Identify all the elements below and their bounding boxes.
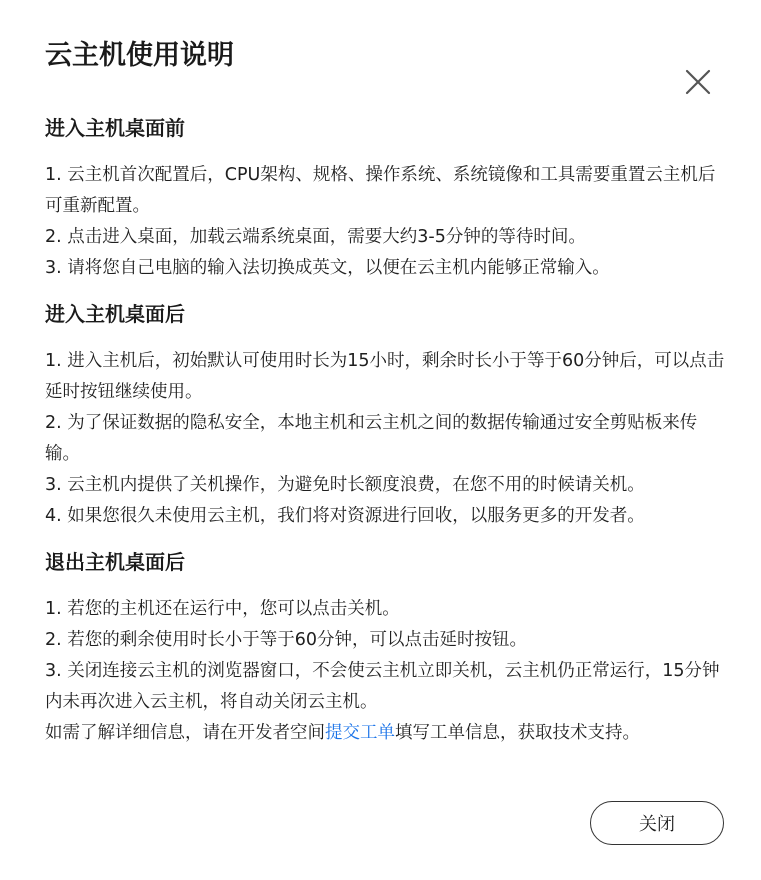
section-list: [45, 594, 725, 718]
list-item: 4. 如果您很久未使用云主机，我们将对资源进行回收，以服务更多的开发者。: [45, 506, 645, 526]
section-exit-desktop: [45, 544, 725, 749]
dialog-content: [45, 110, 725, 749]
dialog-title: 云主机使用说明: [45, 40, 234, 71]
list-item: 1. 进入主机后，初始默认可使用时长为15小时，剩余时长小于等于60分钟后，可以点击延时按钮继续使用。: [45, 351, 725, 402]
section-after-desktop: [45, 296, 725, 532]
support-note-suffix: 填写工单信息，获取技术支持。: [395, 723, 640, 743]
section-before-desktop: [45, 110, 725, 284]
close-icon-glyph: [685, 69, 711, 95]
list-item: 3. 云主机内提供了关机操作，为避免时长额度浪费，在您不用的时候请关机。: [45, 475, 645, 495]
list-item: 1. 云主机首次配置后，CPU架构、规格、操作系统、系统镜像和工具需要重置云主机后可重新配置。: [45, 165, 716, 216]
support-note-prefix: 如需了解详细信息，请在开发者空间: [45, 723, 325, 743]
list-item: 1. 若您的主机还在运行中，您可以点击关机。: [45, 599, 400, 619]
section-title: 退出主机桌面后: [45, 550, 185, 574]
section-list: [45, 160, 725, 284]
close-button[interactable]: 关闭: [590, 801, 724, 845]
section-list: [45, 346, 725, 532]
list-item: 2. 点击进入桌面，加载云端系统桌面，需要大约3-5分钟的等待时间。: [45, 227, 586, 247]
list-item: 3. 关闭连接云主机的浏览器窗口，不会使云主机立即关机，云主机仍正常运行，15分钟内未再次进入云主机，将自动关闭云主机。: [45, 661, 720, 712]
list-item: 3. 请将您自己电脑的输入法切换成英文，以便在云主机内能够正常输入。: [45, 258, 610, 278]
section-title: 进入主机桌面后: [45, 302, 185, 326]
list-item: 2. 为了保证数据的隐私安全，本地主机和云主机之间的数据传输通过安全剪贴板来传输。: [45, 413, 698, 464]
support-note: [45, 718, 725, 749]
submit-ticket-link[interactable]: 提交工单: [325, 723, 395, 743]
close-icon[interactable]: [680, 64, 716, 100]
section-title: 进入主机桌面前: [45, 116, 185, 140]
list-item: 2. 若您的剩余使用时长小于等于60分钟，可以点击延时按钮。: [45, 630, 528, 650]
